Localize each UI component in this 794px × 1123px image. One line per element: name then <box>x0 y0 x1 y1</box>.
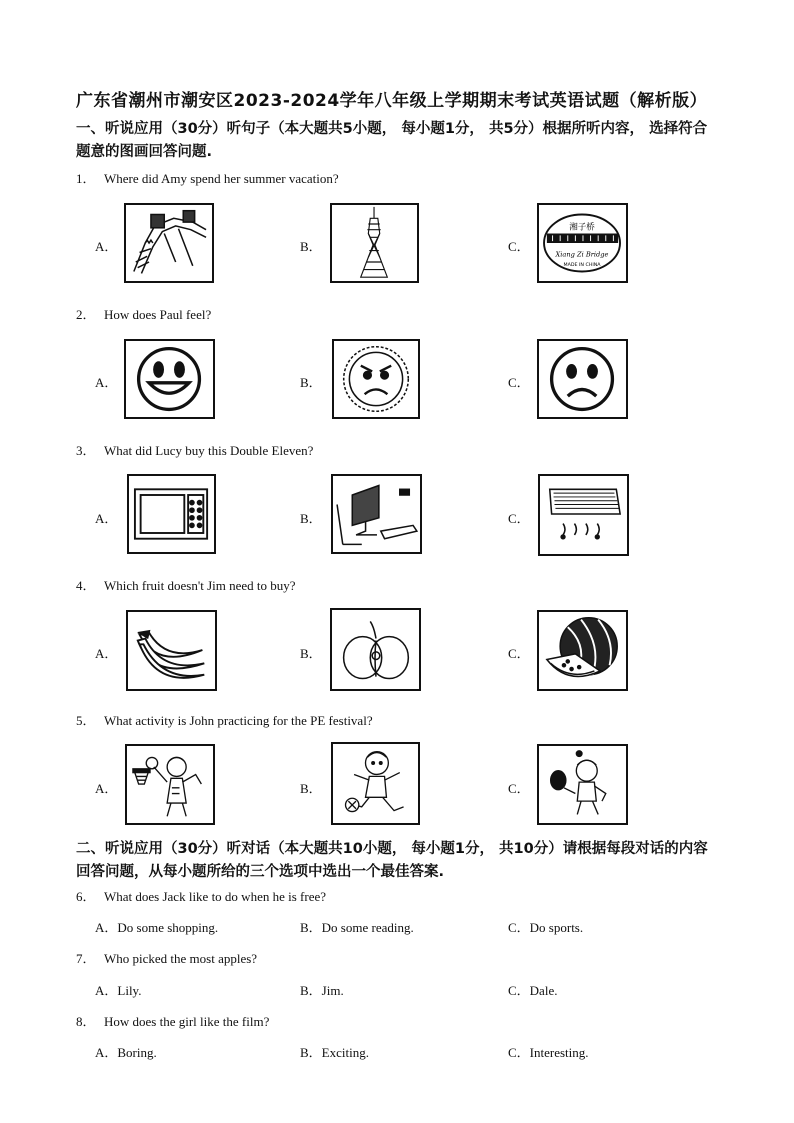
watermelon-icon[interactable] <box>537 610 628 691</box>
question-1: 1． Where did Amy spend her summer vacation? <box>76 171 339 186</box>
option-label: C． <box>508 646 530 661</box>
canton-tower-icon[interactable] <box>330 203 419 283</box>
question-8: 8． How does the girl like the film? <box>76 1014 270 1029</box>
microwave-icon[interactable] <box>127 474 216 554</box>
option-b[interactable]: B．Exciting. <box>300 1045 369 1060</box>
option-label: A． <box>95 781 118 796</box>
sad-face-icon[interactable] <box>537 339 628 419</box>
option-a[interactable]: A．Do some shopping. <box>95 920 219 935</box>
option-label: A． <box>95 239 118 254</box>
angry-face-icon[interactable] <box>332 339 420 419</box>
apple-icon[interactable] <box>330 608 421 691</box>
question-3: 3． What did Lucy buy this Double Eleven? <box>76 443 314 458</box>
option-label: A． <box>95 375 118 390</box>
option-label: B． <box>300 239 322 254</box>
section-2-instructions: 二、听说应用（30分）听对话（本大题共10小题， 每小题1分， 共10分）请根据每段对话的内容回答问题，从每小题所给的三个选项中选出一个最佳答案. <box>76 841 708 880</box>
option-label: C． <box>508 511 530 526</box>
question-7: 7． Who picked the most apples? <box>76 951 258 966</box>
option-label: C． <box>508 781 530 796</box>
question-text: Which fruit doesn't Jim need to buy? <box>104 578 296 593</box>
option-b[interactable]: B．Jim. <box>300 983 344 998</box>
happy-face-icon[interactable] <box>124 339 215 419</box>
air-conditioner-icon[interactable] <box>538 474 629 556</box>
question-4: 4． Which fruit doesn't Jim need to buy? <box>76 578 296 593</box>
banana-icon[interactable] <box>126 610 217 691</box>
badminton-icon[interactable] <box>537 744 628 825</box>
question-text: What activity is John practicing for the PE festival? <box>104 713 373 728</box>
xiangzi-bridge-icon[interactable] <box>537 203 628 283</box>
question-text: How does the girl like the film? <box>104 1014 270 1029</box>
page-title: 广东省潮州市潮安区2023-2024学年八年级上学期期末考试英语试题（解析版） <box>76 91 708 111</box>
question-text: What did Lucy buy this Double Eleven? <box>104 443 314 458</box>
option-c[interactable]: C．Dale. <box>508 983 558 998</box>
option-label: B． <box>300 375 322 390</box>
option-b[interactable]: B．Do some reading. <box>300 920 414 935</box>
computer-icon[interactable] <box>331 474 422 554</box>
option-a[interactable]: A．Boring. <box>95 1045 157 1060</box>
bridge-sign-line3: MADE IN CHINA <box>563 262 601 268</box>
option-label: B． <box>300 781 322 796</box>
question-2: 2． How does Paul feel? <box>76 307 212 322</box>
option-label: C． <box>508 375 530 390</box>
question-text: Where did Amy spend her summer vacation? <box>104 171 339 186</box>
bridge-sign-line1: 湘子桥 <box>569 222 595 233</box>
option-label: A． <box>95 511 118 526</box>
question-text: What does Jack like to do when he is free? <box>104 889 327 904</box>
question-5: 5． What activity is John practicing for the PE festival? <box>76 713 373 728</box>
option-label: B． <box>300 646 322 661</box>
basketball-icon[interactable] <box>125 744 215 825</box>
option-label: A． <box>95 646 118 661</box>
question-text: Who picked the most apples? <box>104 951 258 966</box>
option-c[interactable]: C．Do sports. <box>508 920 584 935</box>
great-wall-icon[interactable] <box>124 203 214 283</box>
football-icon[interactable] <box>331 742 420 825</box>
section-1-instructions: 一、听说应用（30分）听句子（本大题共5小题， 每小题1分， 共5分）根据所听内容， 选择符合题意的图画回答问题. <box>76 121 708 160</box>
question-6: 6． What does Jack like to do when he is free? <box>76 889 327 904</box>
option-c[interactable]: C．Interesting. <box>508 1045 589 1060</box>
option-label: B． <box>300 511 322 526</box>
question-text: How does Paul feel? <box>104 307 212 322</box>
option-label: C． <box>508 239 530 254</box>
option-a[interactable]: A．Lily. <box>95 983 142 998</box>
bridge-sign-line2: Xiang Zi Bridge <box>555 250 609 259</box>
